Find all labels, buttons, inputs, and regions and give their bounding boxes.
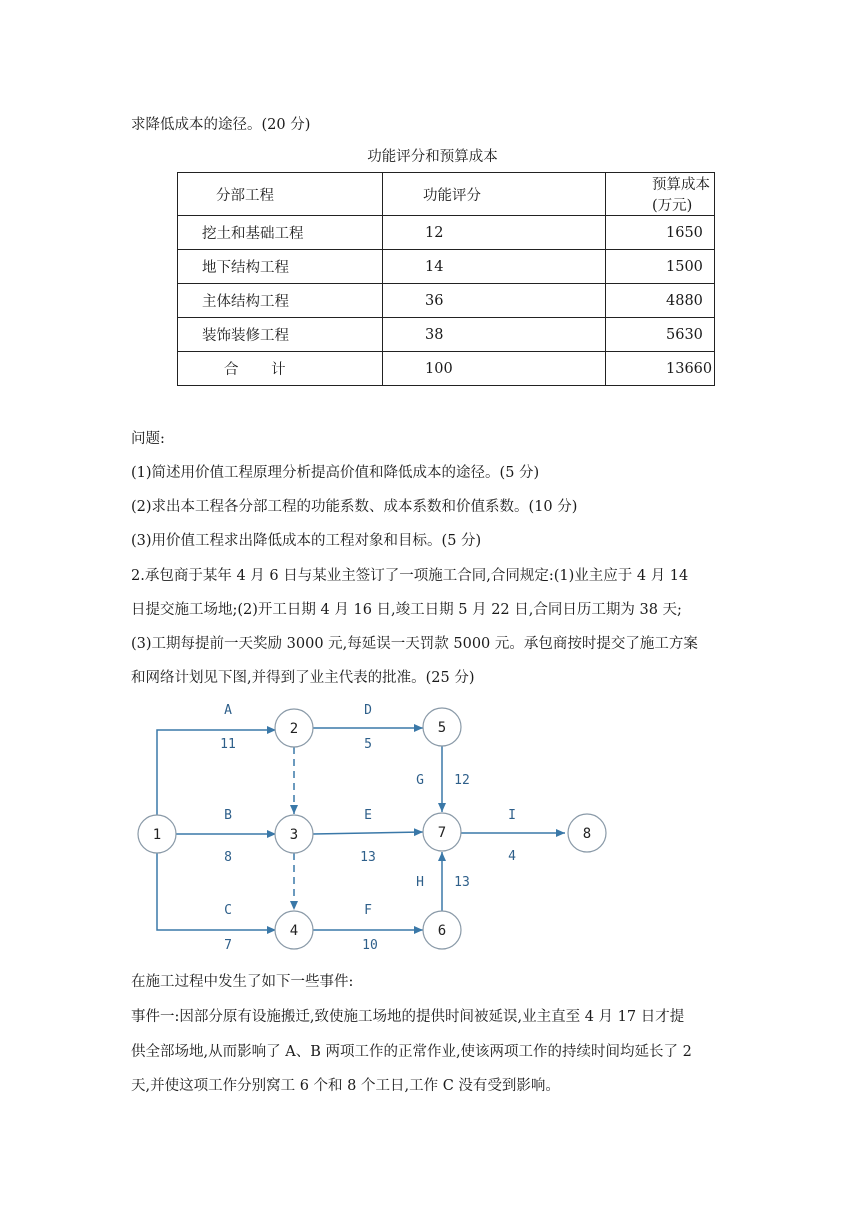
- arrow-c: [157, 853, 276, 930]
- cost-table: [177, 172, 715, 386]
- table-cell: 12: [383, 216, 606, 250]
- svg-text:5: 5: [437, 720, 447, 736]
- question-item: (1)简述用价值工程原理分析提高价值和降低成本的途径。(5 分): [131, 465, 540, 481]
- node-2: [275, 709, 313, 747]
- table-cell: 1650: [606, 216, 715, 250]
- table-total-row: [178, 352, 715, 386]
- header-cell: 预算成本(万元): [606, 173, 715, 216]
- table-cell: 4880: [606, 284, 715, 318]
- table-row: [178, 250, 715, 284]
- duration-label-f: 10: [362, 938, 378, 953]
- table-cell: 装饰装修工程: [178, 318, 383, 352]
- question-item: (2)求出本工程各分部工程的功能系数、成本系数和价值系数。(10 分): [131, 499, 578, 515]
- table-row: [178, 284, 715, 318]
- svg-text:7: 7: [437, 825, 447, 841]
- table-cell: 36: [383, 284, 606, 318]
- node-7: [423, 813, 461, 851]
- problem2-line: (3)工期每提前一天奖励 3000 元,每延误一天罚款 5000 元。承包商按时提交了施工方案: [131, 636, 698, 652]
- table-cell: 挖土和基础工程: [178, 216, 383, 250]
- svg-text:6: 6: [437, 923, 447, 939]
- arrow-e: [313, 832, 423, 834]
- table-cell: 100: [383, 352, 606, 386]
- table-cell: 13660: [606, 352, 715, 386]
- svg-text:2: 2: [289, 721, 299, 737]
- question-item: (3)用价值工程求出降低成本的工程对象和目标。(5 分): [131, 533, 482, 549]
- arrow-a: [157, 730, 276, 815]
- table-cell: 合 计: [178, 352, 383, 386]
- activity-label-a: A: [224, 703, 232, 718]
- network-diagram: [125, 695, 615, 955]
- table-cell: 5630: [606, 318, 715, 352]
- events-heading: 在施工过程中发生了如下一些事件:: [131, 974, 354, 990]
- table-cell: 主体结构工程: [178, 284, 383, 318]
- svg-text:3: 3: [289, 827, 299, 843]
- duration-label-g: 12: [454, 773, 470, 788]
- activity-label-c: C: [224, 903, 232, 918]
- node-3: [275, 815, 313, 853]
- node-5: [423, 708, 461, 746]
- event1-line: 天,并使这项工作分别窝工 6 个和 8 个工日,工作 C 没有受到影响。: [131, 1078, 560, 1094]
- table-header-row: [178, 173, 715, 216]
- table-cell: 地下结构工程: [178, 250, 383, 284]
- duration-label-h: 13: [454, 875, 470, 890]
- node-6: [423, 911, 461, 949]
- svg-text:4: 4: [289, 923, 299, 939]
- problem2-line: 和网络计划见下图,并得到了业主代表的批准。(25 分): [131, 670, 475, 686]
- activity-label-d: D: [364, 703, 372, 718]
- activity-label-b: B: [224, 808, 232, 823]
- header-cell: 分部工程: [178, 173, 383, 216]
- duration-label-i: 4: [508, 849, 516, 864]
- svg-text:1: 1: [152, 827, 162, 843]
- duration-label-a: 11: [220, 737, 236, 752]
- table-cell: 1500: [606, 250, 715, 284]
- activity-label-e: E: [364, 808, 372, 823]
- problem2-line: 2.承包商于某年 4 月 6 日与某业主签订了一项施工合同,合同规定:(1)业主应于 4 月 14: [131, 568, 689, 584]
- duration-label-b: 8: [224, 850, 232, 865]
- activity-label-f: F: [364, 903, 372, 918]
- table-cell: 38: [383, 318, 606, 352]
- problem2-line: 日提交施工场地;(2)开工日期 4 月 16 日,竣工日期 5 月 22 日,合同日历工期为 38 天;: [131, 602, 682, 618]
- intro-line: 求降低成本的途径。(20 分): [131, 117, 311, 133]
- questions-heading: 问题:: [131, 431, 165, 447]
- table-row: [178, 216, 715, 250]
- node-4: [275, 911, 313, 949]
- svg-text:8: 8: [582, 826, 592, 842]
- activity-label-g: G: [416, 773, 424, 788]
- duration-label-d: 5: [364, 737, 372, 752]
- node-1: [138, 815, 176, 853]
- header-cell: 功能评分: [383, 173, 606, 216]
- activity-label-i: I: [508, 808, 516, 823]
- activity-label-h: H: [416, 875, 424, 890]
- table-caption: 功能评分和预算成本: [367, 149, 498, 165]
- duration-label-e: 13: [360, 850, 376, 865]
- duration-label-c: 7: [224, 938, 232, 953]
- event1-line: 事件一:因部分原有设施搬迁,致使施工场地的提供时间被延误,业主直至 4 月 17 日才提: [131, 1009, 685, 1025]
- table-row: [178, 318, 715, 352]
- node-8: [568, 814, 606, 852]
- table-cell: 14: [383, 250, 606, 284]
- event1-line: 供全部场地,从而影响了 A、B 两项工作的正常作业,使该两项工作的持续时间均延长了 2: [131, 1044, 692, 1060]
